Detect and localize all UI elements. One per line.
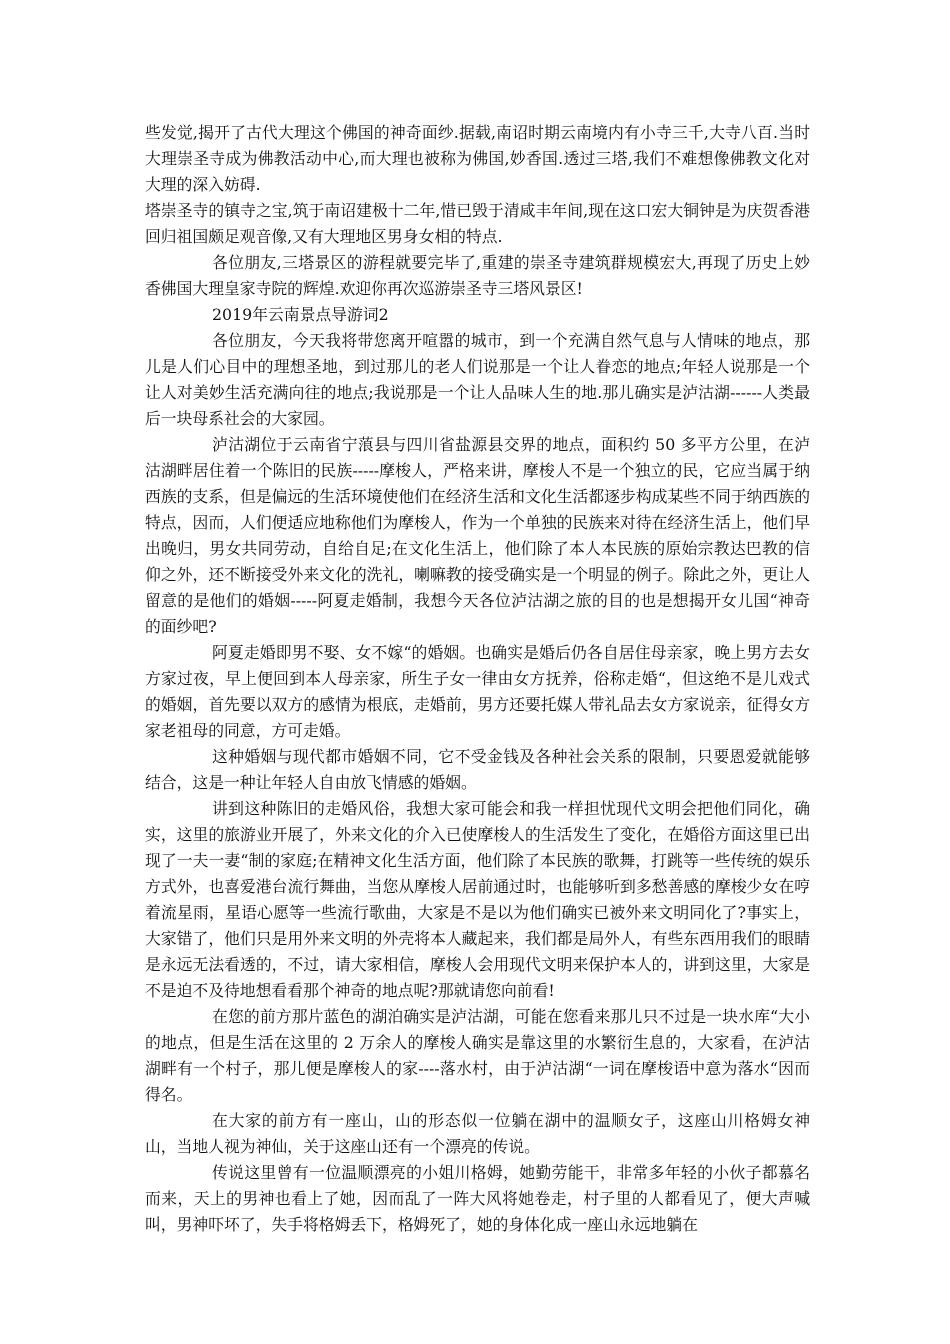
- paragraph-4: 各位朋友，今天我将带您离开喧嚣的城市，到一个充满自然气息与人情味的地点，那儿是人们心目中的理想圣地，到过那儿的老人们说那是一个让人眷恋的地点;年轻人说那是一个让人对美妙生活充满向往的地点;我说那是一个让人品味人生的地.那儿确实是泸沽湖------人类最后一块母系社会的大家园。: [145, 331, 810, 428]
- paragraph-9: 在您的前方那片蓝色的湖泊确实是泸沽湖，可能在您看来那儿只不过是一块水库“大小的地点，但是生活在这里的 2 万余人的摩梭人确实是靠这里的水繁衍生息的，大家看，在泸沽湖畔有一个村子，那儿便是摩梭人的家----落水村，由于泸沽湖“一词在摩梭语中意为落水“因而得名。: [145, 1007, 810, 1104]
- paragraph-10: 在大家的前方有一座山，山的形态似一位躺在湖中的温顺女子，这座山川格姆女神山，当地人视为神仙，关于这座山还有一个漂亮的传说。: [145, 1111, 810, 1156]
- paragraph-3: 各位朋友,三塔景区的游程就要完毕了,重建的崇圣寺建筑群规模宏大,再现了历史上妙香佛国大理皇家寺院的辉煌.欢迎你再次巡游崇圣寺三塔风景区!: [145, 253, 810, 298]
- document-body: [145, 120, 810, 1238]
- paragraph-7: 这种婚姻与现代都市婚姻不同，它不受金钱及各种社会关系的限制，只要恩爱就能够结合，这是一种让年轻人自由放飞情感的婚姻。: [145, 747, 810, 792]
- paragraph-1: 些发觉,揭开了古代大理这个佛国的神奇面纱.据载,南诏时期云南境内有小寺三千,大寺八百.当时大理崇圣寺成为佛教活动中心,而大理也被称为佛国,妙香国.透过三塔,我们不难想像佛教文化对大理的深入妨碍.: [145, 123, 810, 194]
- paragraph-2: 塔崇圣寺的镇寺之宝,筑于南诏建极十二年,惜已毁于清咸丰年间,现在这口宏大铜钟是为庆贺香港回归祖国颇足观音像,又有大理地区男身女相的特点.: [145, 201, 810, 246]
- paragraph-6: 阿夏走婚即男不娶、女不嫁“的婚姻。也确实是婚后仍各自居住母亲家，晚上男方去女方家过夜，早上便回到本人母亲家，所生子女一律由女方抚养，俗称走婚“，但这绝不是儿戏式的婚姻，首先要以双方的感情为根底，走婚前，男方还要托媒人带礼品去女方家说亲，征得女方家老祖母的同意，方可走婚。: [145, 643, 810, 740]
- section-heading: 2019年云南景点导游词2: [212, 305, 389, 324]
- paragraph-5: 泸沽湖位于云南省宁蒗县与四川省盐源县交界的地点，面积约 50 多平方公里，在泸沽湖畔居住着一个陈旧的民族-----摩梭人，严格来讲，摩梭人不是一个独立的民，它应当属于纳西族的支系，但是偏远的生活环境使他们在经济生活和文化生活都逐步构成某些不同于纳西族的特点，因而，人们便适应地称他们为摩梭人，作为一个单独的民族来对待在经济生活上，他们早出晚归，男女共同劳动，自给自足;在文化生活上，他们除了本人本民族的原始宗教达巴教的信仰之外，还不断接受外来文化的洗礼，喇嘛教的接受确实是一个明显的例子。除此之外，更让人留意的是他们的婚姻-----阿夏走婚制，我想今天各位泸沽湖之旅的目的也是想揭开女儿国“神奇的面纱吧?: [145, 435, 810, 636]
- paragraph-8: 讲到这种陈旧的走婚风俗，我想大家可能会和我一样担忧现代文明会把他们同化，确实，这里的旅游业开展了，外来文化的介入已使摩梭人的生活发生了变化，在婚俗方面这里已出现了一夫一妻“制的家庭;在精神文化生活方面，他们除了本民族的歌舞，打跳等一些传统的娱乐方式外，也喜爱港台流行舞曲，当您从摩梭人居前通过时，也能够听到多愁善感的摩梭少女在哼着流星雨，星语心愿等一些流行歌曲，大家是不是以为他们确实已被外来文明同化了?事实上，大家错了，他们只是用外来文明的外壳将本人藏起来，我们都是局外人，有些东西用我们的眼睛是永远无法看透的，不过，请大家相信，摩梭人会用现代文明来保护本人的，讲到这里，大家是不是迫不及待地想看看那个神奇的地点呢?那就请您向前看!: [145, 799, 810, 1000]
- paragraph-11: 传说这里曾有一位温顺漂亮的小姐川格姆，她勤劳能干，非常多年轻的小伙子都慕名而来，天上的男神也看上了她，因而乱了一阵大风将她卷走，村子里的人都看见了，便大声喊叫，男神吓坏了，失手将格姆丢下，格姆死了，她的身体化成一座山永远地躺在: [145, 1163, 810, 1234]
